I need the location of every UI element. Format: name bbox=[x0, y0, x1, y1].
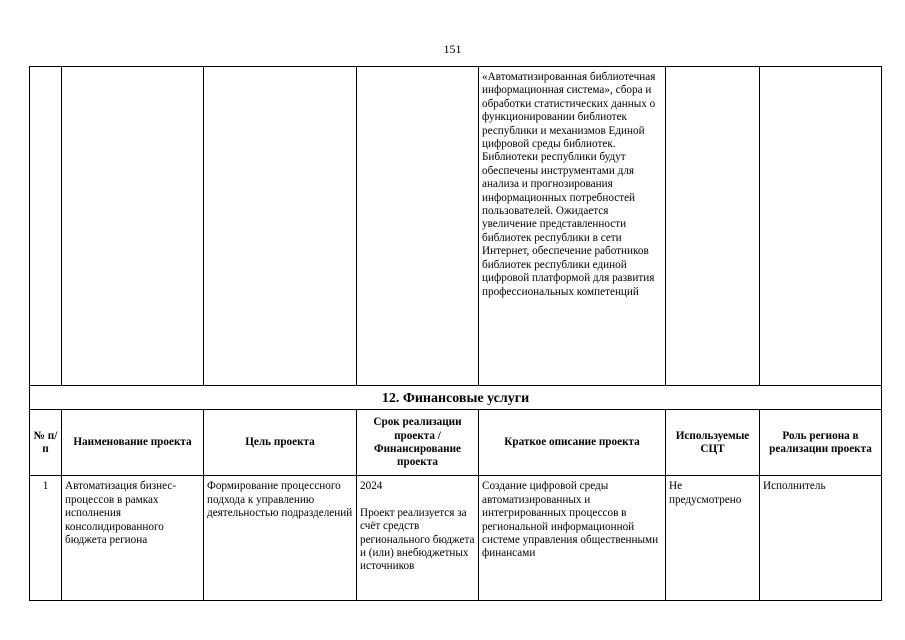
header-num: № п/п bbox=[30, 410, 62, 476]
header-row bbox=[30, 410, 882, 476]
cont-cell-tech bbox=[666, 67, 760, 386]
header-name: Наименование проекта bbox=[62, 410, 204, 476]
section-row bbox=[30, 386, 882, 410]
cont-cell-num bbox=[30, 67, 62, 386]
header-tech: Используемые СЦТ bbox=[666, 410, 760, 476]
section-title: 12. Финансовые услуги bbox=[30, 386, 882, 410]
header-description: Краткое описание проекта bbox=[479, 410, 666, 476]
row-num: 1 bbox=[30, 476, 62, 601]
cont-cell-role bbox=[760, 67, 882, 386]
continuation-row bbox=[30, 67, 882, 386]
row-term-year: 2024 bbox=[360, 480, 383, 493]
row-term bbox=[357, 476, 479, 601]
cont-cell-goal bbox=[204, 67, 357, 386]
row-tech: Не предусмотрено bbox=[666, 476, 760, 601]
row-description: Создание цифровой среды автоматизированных и интегрированных процессов в региональной информационной системе управления общественными финансами bbox=[479, 476, 666, 601]
cont-cell-term bbox=[357, 67, 479, 386]
cont-cell-name bbox=[62, 67, 204, 386]
row-term-funding: Проект реализуется за счёт средств регионального бюджета и (или) внебюджетных источников bbox=[360, 506, 475, 573]
cont-cell-description: «Автоматизированная библиотечная информационная система», сбора и обработки статистических данных о функционировании библиотек республики и механизмов Единой цифровой среды библиотек. Библиотеки республики будут обеспечены инструментами для анализа и прогнозирования информационных потребностей пользователей. Ожидается увеличение представленности библиотек республики в сети Интернет, обеспечение работников библиотек республики единой цифровой платформой для развития профессиональных компетенций bbox=[479, 67, 666, 386]
projects-table bbox=[29, 66, 882, 601]
row-name: Автоматизация бизнес-процессов в рамках исполнения консолидированного бюджета региона bbox=[62, 476, 204, 601]
page-number: 151 bbox=[443, 42, 462, 56]
table-row bbox=[30, 476, 882, 601]
header-term: Срок реализации проекта / Финансирование проекта bbox=[357, 410, 479, 476]
header-role: Роль региона в реализации проекта bbox=[760, 410, 882, 476]
row-role: Исполнитель bbox=[760, 476, 882, 601]
header-goal: Цель проекта bbox=[204, 410, 357, 476]
row-goal: Формирование процессного подхода к управлению деятельностью подразделений bbox=[204, 476, 357, 601]
